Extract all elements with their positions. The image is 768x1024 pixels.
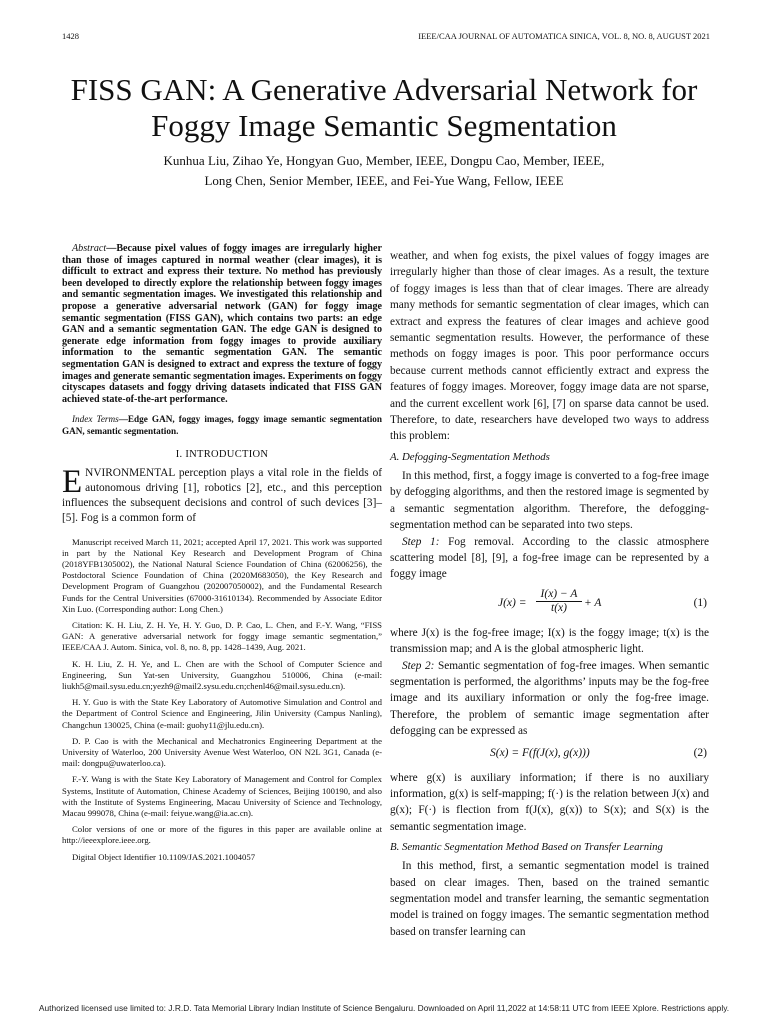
footnote-citation: Citation: K. H. Liu, Z. H. Ye, H. Y. Guo, D. P. Cao, L. Chen, and F.-Y. Wang, “FISS GAN: A generative adversarial network for foggy image semantic segmentation,” IEEE/CAA J. Autom. Sinica, vol. 8, no. 8, pp. 1428–1439, Aug. 2021.: [62, 619, 382, 653]
subsection-heading-a: A. Defogging-Segmentation Methods: [390, 450, 550, 463]
subsection-heading-b: B. Semantic Segmentation Method Based on Transfer Learning: [390, 841, 663, 854]
right-column: [390, 248, 709, 940]
equation-2: [390, 744, 709, 766]
abstract-label: Abstract: [72, 243, 107, 254]
body-paragraph-5: In this method, first, a semantic segmentation model is trained based on clear images. Then, based on the trained semantic segmentation model and transfer learning, the semantic segmentation model is trained on foggy images. The semantic segmentation method based on transfer learning can: [390, 860, 709, 938]
authors-line-2: Long Chen, Senior Member, IEEE, and Fei-Yue Wang, Fellow, IEEE: [204, 173, 564, 188]
journal-header: IEEE/CAA JOURNAL OF AUTOMATICA SINICA, VOL. 8, NO. 8, AUGUST 2021: [418, 31, 710, 41]
body-paragraph-2: In this method, first, a foggy image is converted to a fog-free image by defogging algorithms, and then the restored image is segmented by a semantic segmentation algorithm. Therefore, the defogging-segmentation method can be separated into two steps.: [390, 469, 709, 532]
body-paragraph-1: weather, and when fog exists, the pixel values of foggy images are irregularly higher than those of clear images. As a result, the texture of foggy images is less than that of clear images. There are already many methods for semantic segmentation of clear images, which can extract and express the features of clear images and achieve good semantic segmentation results. However, the performance of these methods on foggy images is poor. This poor performance occurs because current methods cannot efficiently extract and express the features of foggy images. Moreover, foggy image data are not sparse, and the current excellent work [6], [7] on sparse data cannot be used. Therefore, to date, researchers have developed two ways to address this problem:: [390, 250, 709, 443]
abstract: [62, 243, 382, 405]
step-1-paragraph: [390, 534, 709, 583]
drop-cap: E: [62, 463, 83, 500]
eq1-denominator: t(x): [551, 601, 567, 614]
title-line-2: Foggy Image Semantic Segmentation: [151, 108, 617, 143]
left-column: [62, 243, 382, 868]
body-paragraph-3: where J(x) is the fog-free image; I(x) is the foggy image; t(x) is the transmission map; and A is the global atmospheric light.: [390, 626, 709, 656]
section-heading-introduction: I. INTRODUCTION: [175, 448, 269, 460]
eq1-numerator: I(x) − A: [536, 588, 582, 602]
eq2-number: (2): [693, 746, 707, 759]
index-terms-text: —Edge GAN, foggy images, foggy image semantic segmentation GAN, semantic segmentation.: [62, 414, 382, 436]
footnotes: [62, 537, 382, 863]
step-2-paragraph: [390, 658, 709, 740]
index-terms-label: Index Terms: [72, 414, 119, 425]
footnote-affiliation-cao: D. P. Cao is with the Mechanical and Mechatronics Engineering Department at the University of Waterloo, 200 University Avenue West Waterloo, ON N2L 3G1, Canada (e-mail: dongpu@uwaterloo.ca).: [62, 735, 382, 769]
index-terms: [62, 414, 382, 436]
footnote-affiliation-guo: H. Y. Guo is with the State Key Laboratory of Automotive Simulation and Control and the Department of Control Science and Engineering, Jilin University (Campus Nanling), Changchun 130025, China (e-mail: guohy11@jlu.edu.cn).: [62, 697, 382, 730]
license-footer: Authorized licensed use limited to: J.R.D. Tata Memorial Library Indian Institute of Science Bengaluru. Downloaded on April 11,2022 at 14:58:11 UTC from IEEE Xplore. Restrictions apply.: [38, 1003, 730, 1013]
paper-title: [40, 72, 728, 144]
footnote-affiliation-liu: K. H. Liu, Z. H. Ye, and L. Chen are with the School of Computer Science and Engineering, Sun Yat-sen University, Guangzhou 510006, China (e-mail: liukh5@mail.sysu.edu.cn;yezh9@mail2.sysu.edu.cn;chenl46@mail.sysu.edu.cn).: [62, 658, 382, 691]
running-header: [62, 31, 710, 43]
step-2-label: Step 2:: [402, 659, 435, 672]
eq1-fraction: [536, 588, 582, 614]
author-list: [40, 151, 728, 191]
body-paragraph-4: where g(x) is auxiliary information; if there is no auxiliary information, g(x) is self-mapping; f(·) is the relation between J(x) and g(x); F(·) is flection from f(J(x), g(x)) to S(x); and S(x) is the semantic segmentation image.: [390, 771, 709, 833]
authors-line-1: Kunhua Liu, Zihao Ye, Hongyan Guo, Member, IEEE, Dongpu Cao, Member, IEEE,: [163, 153, 605, 168]
footnote-doi: Digital Object Identifier 10.1109/JAS.2021.1004057: [72, 851, 256, 862]
title-line-1: FISS GAN: A Generative Adversarial Network for: [70, 72, 698, 107]
intro-paragraph: [62, 463, 382, 527]
step-2-text: Semantic segmentation of fog-free images. When semantic segmentation is performed, the algorithms’ inputs may be the fog-free image and its auxiliary information or only the fog-free image. Therefore, the problem of semantic image segmentation after defogging can be expressed as: [390, 659, 709, 738]
eq1-rhs: + A: [584, 596, 602, 609]
abstract-text: —Because pixel values of foggy images are irregularly higher than those of images captured in normal weather (clear images), it is difficult to extract and express their texture. No method has previously been developed to directly explore the relationship between foggy images and semantic segmentation images. We investigated this relationship and propose a generative adversarial network (GAN) for foggy image semantic segmentation (FISS GAN), which contains two parts: an edge GAN and a semantic segmentation GAN. The edge GAN is designed to generate edge information from foggy images to provide auxiliary information to the semantic segmentation GAN. The semantic segmentation GAN is designed to extract and express the texture of foggy images and generate semantic segmentation images. Experiments on foggy cityscapes datasets and foggy driving datasets indicated that FISS GAN achieved state-of-the-art performance.: [62, 243, 382, 405]
page-number: 1428: [62, 31, 79, 41]
footnote-color-versions: Color versions of one or more of the figures in this paper are available online at http://ieeexplore.ieee.org.: [62, 824, 382, 846]
eq1-lhs: J(x) =: [498, 596, 527, 609]
footnote-affiliation-wang: F.-Y. Wang is with the State Key Laboratory of Management and Control for Complex Systems, Institute of Automation, Chinese Academy of Sciences, Beijing 100190, and also with the Institute of Systems Engineering, Macau University of Science and Technology, Macau 999078, China (e-mail: feiyue.wang@ia.ac.cn).: [62, 774, 382, 818]
step-1-label: Step 1:: [402, 535, 440, 548]
footnote-manuscript: Manuscript received March 11, 2021; accepted April 17, 2021. This work was supported in part by the National Key Research and Development Program of China (2018YFB1305002), the National Natural Science Foundation of China (62006256), the Postdoctoral Science Foundation of China (2020M683050), the Key Research and Development Program of Guangzhou (202007050002), and the Fundamental Research Funds for the Central Universities (67000-31610134). Recommended by Associate Editor Xin Luo. (Corresponding author: Long Chen.): [62, 536, 382, 614]
step-1-text: Fog removal. According to the classic atmosphere scattering model [8], [9], a fog-free image can be represented by a foggy image: [390, 535, 710, 581]
equation-1: [390, 587, 709, 621]
eq2-expression: S(x) = F(f(J(x), g(x))): [490, 746, 590, 759]
intro-text: NVIRONMENTAL perception plays a vital role in the fields of autonomous driving [1], robotics [2], etc., and this perception influences the subsequent decisions and control of such devices [3]–[5]. Fog is a common form of: [62, 466, 382, 525]
eq1-number: (1): [693, 596, 707, 609]
